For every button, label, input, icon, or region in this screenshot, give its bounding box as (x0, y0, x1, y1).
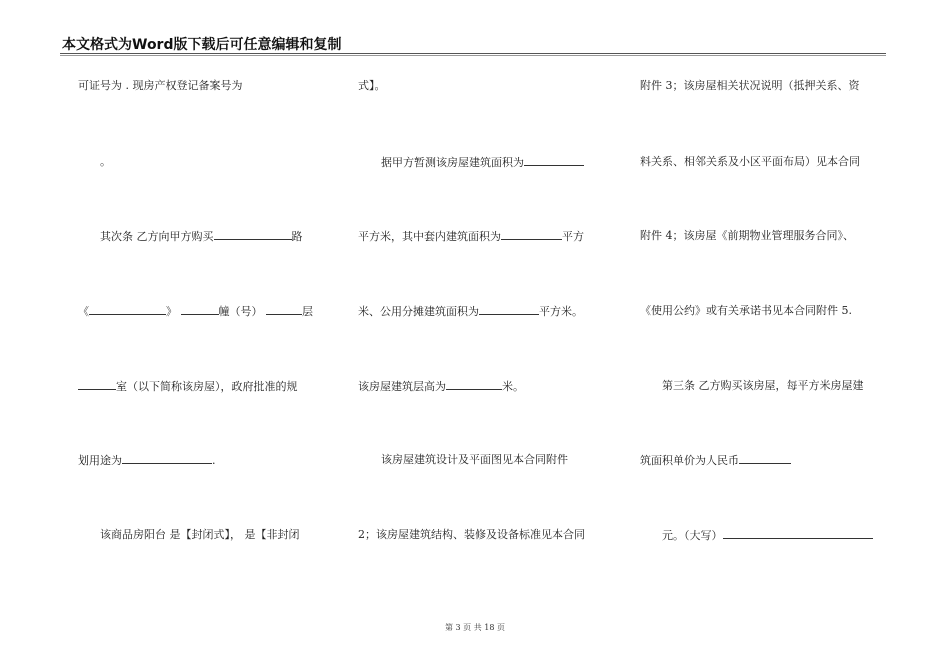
text-run: 该房屋建筑层高为 (358, 380, 446, 393)
blank-field (214, 229, 292, 240)
blank-field (181, 304, 219, 315)
text-line (100, 528, 300, 542)
text-run: 第三条 乙方购买该房屋，每平方米房屋建 (662, 379, 864, 392)
document-header-title: 本文格式为Word版下载后可任意编辑和复制 (62, 37, 342, 53)
text-run: 划用途为 (78, 454, 122, 467)
text-run: 平方米。 (539, 305, 583, 318)
text-run: 附件 3；该房屋相关状况说明（抵押关系、资 (640, 79, 860, 92)
text-run: 。 (100, 155, 111, 168)
text-line (640, 304, 852, 318)
text-line (381, 155, 584, 170)
text-run: 其次条 乙方向甲方购买 (100, 230, 214, 243)
text-run: 平方米，其中套内建筑面积为 (358, 230, 501, 243)
blank-field (446, 379, 502, 390)
text-line (358, 229, 584, 244)
text-run: 可证号为 . 现房产权登记备案号为 (78, 79, 243, 92)
blank-field (78, 379, 116, 390)
text-run: 《使用公约》或有关承诺书见本合同附件 5. (640, 304, 852, 317)
text-line (381, 453, 568, 467)
text-line (78, 304, 313, 319)
blank-field (501, 229, 562, 240)
text-run: 幢（号） (218, 305, 263, 318)
text-line (662, 379, 864, 393)
blank-field (122, 453, 212, 464)
text-line (358, 304, 583, 319)
text-line (100, 229, 303, 244)
text-line (640, 79, 860, 93)
text-run: 层 (302, 305, 313, 318)
text-run: 米、公用分摊建筑面积为 (358, 305, 479, 318)
text-line (640, 155, 860, 169)
text-run: 》 (166, 305, 177, 318)
text-run: 室（以下简称该房屋），政府批准的规 (116, 380, 298, 393)
text-run: 式】。 (358, 79, 386, 92)
text-line (78, 453, 216, 468)
text-line (358, 379, 524, 394)
header-rule-secondary (60, 55, 886, 56)
text-line (78, 79, 243, 93)
text-run: 附件 4；该房屋《前期物业管理服务合同》、 (640, 229, 854, 242)
text-line (78, 379, 298, 394)
blank-field (723, 528, 873, 539)
text-line (358, 528, 585, 542)
text-run: 米。 (502, 380, 524, 393)
text-run: 筑面积单价为人民币 (640, 454, 739, 467)
blank-field (479, 304, 539, 315)
text-run: . (212, 454, 216, 467)
text-line (358, 79, 386, 93)
text-run: 路 (291, 230, 303, 243)
blank-field (89, 304, 166, 315)
text-run: 该商品房阳台 是【封闭式】， 是【非封闭 (100, 528, 300, 541)
blank-field (524, 155, 584, 166)
header-rule (60, 53, 886, 54)
blank-field (266, 304, 302, 315)
text-run: 料关系、相邻关系及小区平面布局）见本合同 (640, 155, 860, 168)
text-run: 平方 (562, 230, 584, 243)
page-number-footer: 第 3 页 共 18 页 (445, 623, 505, 632)
text-line (100, 155, 111, 169)
blank-field (739, 453, 791, 464)
text-run: 该房屋建筑设计及平面图见本合同附件 (381, 453, 568, 466)
text-line (640, 229, 854, 243)
text-run: 《 (78, 305, 89, 318)
text-run: 元。（大写） (662, 529, 723, 542)
text-line (662, 528, 873, 543)
text-run: 据甲方暂测该房屋建筑面积为 (381, 156, 524, 169)
text-run: 2；该房屋建筑结构、装修及设备标准见本合同 (358, 528, 585, 541)
text-line (640, 453, 791, 468)
